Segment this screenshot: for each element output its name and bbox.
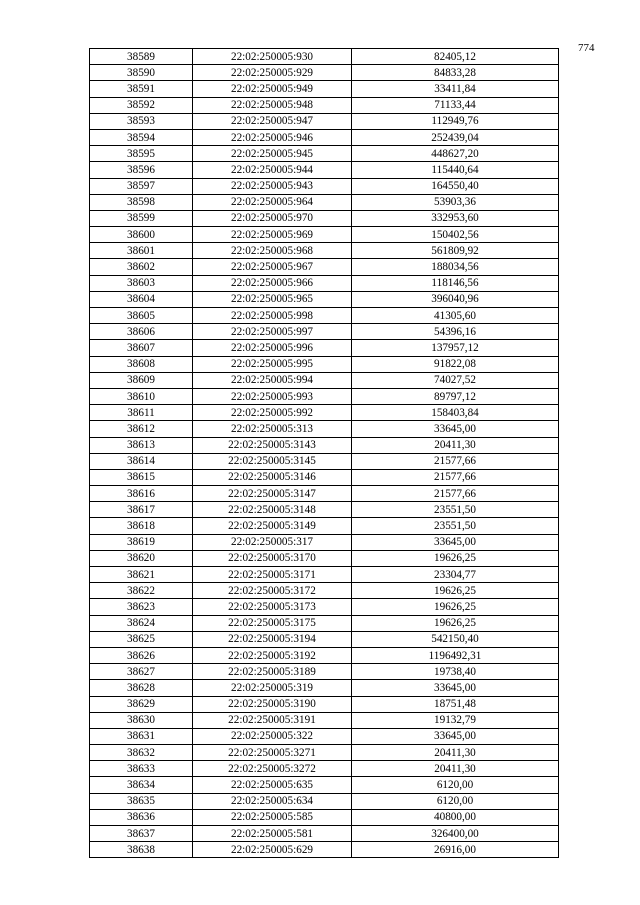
table-row bbox=[90, 809, 559, 825]
table-row bbox=[90, 534, 559, 550]
table-row bbox=[90, 81, 559, 97]
row-number-cell: 38627 bbox=[90, 664, 193, 680]
table-row bbox=[90, 129, 559, 145]
cadastral-number-cell: 22:02:250005:967 bbox=[193, 259, 352, 275]
cadastral-number-cell: 22:02:250005:3149 bbox=[193, 518, 352, 534]
value-cell: 71133,44 bbox=[352, 97, 559, 113]
cadastral-number-cell: 22:02:250005:996 bbox=[193, 340, 352, 356]
cadastral-number-cell: 22:02:250005:3173 bbox=[193, 599, 352, 615]
cadastral-number-cell: 22:02:250005:581 bbox=[193, 826, 352, 842]
row-number-cell: 38602 bbox=[90, 259, 193, 275]
row-number-cell: 38623 bbox=[90, 599, 193, 615]
value-cell: 89797,12 bbox=[352, 388, 559, 404]
table-row bbox=[90, 615, 559, 631]
cadastral-number-cell: 22:02:250005:3170 bbox=[193, 550, 352, 566]
row-number-cell: 38636 bbox=[90, 809, 193, 825]
registry-table-body bbox=[90, 49, 559, 858]
cadastral-number-cell: 22:02:250005:966 bbox=[193, 275, 352, 291]
value-cell: 6120,00 bbox=[352, 777, 559, 793]
row-number-cell: 38592 bbox=[90, 97, 193, 113]
row-number-cell: 38622 bbox=[90, 583, 193, 599]
row-number-cell: 38597 bbox=[90, 178, 193, 194]
row-number-cell: 38599 bbox=[90, 210, 193, 226]
row-number-cell: 38635 bbox=[90, 793, 193, 809]
cadastral-number-cell: 22:02:250005:3190 bbox=[193, 696, 352, 712]
table-row bbox=[90, 486, 559, 502]
table-row bbox=[90, 712, 559, 728]
cadastral-number-cell: 22:02:250005:585 bbox=[193, 809, 352, 825]
table-row bbox=[90, 372, 559, 388]
table-row bbox=[90, 243, 559, 259]
table-row bbox=[90, 146, 559, 162]
row-number-cell: 38614 bbox=[90, 453, 193, 469]
cadastral-number-cell: 22:02:250005:634 bbox=[193, 793, 352, 809]
row-number-cell: 38629 bbox=[90, 696, 193, 712]
page-number: 774 bbox=[578, 42, 595, 54]
cadastral-number-cell: 22:02:250005:943 bbox=[193, 178, 352, 194]
table-row bbox=[90, 308, 559, 324]
value-cell: 23551,50 bbox=[352, 518, 559, 534]
row-number-cell: 38605 bbox=[90, 308, 193, 324]
row-number-cell: 38625 bbox=[90, 631, 193, 647]
row-number-cell: 38607 bbox=[90, 340, 193, 356]
cadastral-number-cell: 22:02:250005:970 bbox=[193, 210, 352, 226]
value-cell: 19626,25 bbox=[352, 583, 559, 599]
table-row bbox=[90, 356, 559, 372]
cadastral-number-cell: 22:02:250005:3172 bbox=[193, 583, 352, 599]
cadastral-number-cell: 22:02:250005:313 bbox=[193, 421, 352, 437]
value-cell: 33645,00 bbox=[352, 680, 559, 696]
row-number-cell: 38601 bbox=[90, 243, 193, 259]
table-row bbox=[90, 469, 559, 485]
cadastral-number-cell: 22:02:250005:3272 bbox=[193, 761, 352, 777]
value-cell: 252439,04 bbox=[352, 129, 559, 145]
cadastral-number-cell: 22:02:250005:3143 bbox=[193, 437, 352, 453]
value-cell: 158403,84 bbox=[352, 405, 559, 421]
row-number-cell: 38603 bbox=[90, 275, 193, 291]
value-cell: 112949,76 bbox=[352, 113, 559, 129]
table-row bbox=[90, 453, 559, 469]
table-row bbox=[90, 113, 559, 129]
value-cell: 19626,25 bbox=[352, 550, 559, 566]
cadastral-number-cell: 22:02:250005:969 bbox=[193, 227, 352, 243]
row-number-cell: 38620 bbox=[90, 550, 193, 566]
value-cell: 188034,56 bbox=[352, 259, 559, 275]
table-row bbox=[90, 502, 559, 518]
row-number-cell: 38593 bbox=[90, 113, 193, 129]
row-number-cell: 38634 bbox=[90, 777, 193, 793]
table-row bbox=[90, 49, 559, 65]
table-row bbox=[90, 518, 559, 534]
cadastral-number-cell: 22:02:250005:949 bbox=[193, 81, 352, 97]
table-row bbox=[90, 227, 559, 243]
table-row bbox=[90, 745, 559, 761]
table-row bbox=[90, 162, 559, 178]
value-cell: 21577,66 bbox=[352, 453, 559, 469]
value-cell: 332953,60 bbox=[352, 210, 559, 226]
table-row bbox=[90, 178, 559, 194]
table-row bbox=[90, 826, 559, 842]
value-cell: 20411,30 bbox=[352, 437, 559, 453]
value-cell: 19626,25 bbox=[352, 599, 559, 615]
cadastral-number-cell: 22:02:250005:3194 bbox=[193, 631, 352, 647]
value-cell: 74027,52 bbox=[352, 372, 559, 388]
value-cell: 20411,30 bbox=[352, 761, 559, 777]
value-cell: 542150,40 bbox=[352, 631, 559, 647]
row-number-cell: 38637 bbox=[90, 826, 193, 842]
value-cell: 33645,00 bbox=[352, 534, 559, 550]
cadastral-number-cell: 22:02:250005:322 bbox=[193, 728, 352, 744]
table-row bbox=[90, 259, 559, 275]
row-number-cell: 38604 bbox=[90, 291, 193, 307]
value-cell: 18751,48 bbox=[352, 696, 559, 712]
cadastral-number-cell: 22:02:250005:629 bbox=[193, 842, 352, 858]
value-cell: 40800,00 bbox=[352, 809, 559, 825]
cadastral-number-cell: 22:02:250005:319 bbox=[193, 680, 352, 696]
row-number-cell: 38589 bbox=[90, 49, 193, 65]
row-number-cell: 38606 bbox=[90, 324, 193, 340]
cadastral-number-cell: 22:02:250005:965 bbox=[193, 291, 352, 307]
row-number-cell: 38611 bbox=[90, 405, 193, 421]
row-number-cell: 38624 bbox=[90, 615, 193, 631]
value-cell: 23551,50 bbox=[352, 502, 559, 518]
value-cell: 19738,40 bbox=[352, 664, 559, 680]
cadastral-number-cell: 22:02:250005:3145 bbox=[193, 453, 352, 469]
row-number-cell: 38600 bbox=[90, 227, 193, 243]
cadastral-number-cell: 22:02:250005:995 bbox=[193, 356, 352, 372]
row-number-cell: 38612 bbox=[90, 421, 193, 437]
table-row bbox=[90, 405, 559, 421]
cadastral-number-cell: 22:02:250005:3146 bbox=[193, 469, 352, 485]
value-cell: 91822,08 bbox=[352, 356, 559, 372]
value-cell: 53903,36 bbox=[352, 194, 559, 210]
cadastral-number-cell: 22:02:250005:948 bbox=[193, 97, 352, 113]
table-row bbox=[90, 550, 559, 566]
row-number-cell: 38613 bbox=[90, 437, 193, 453]
value-cell: 396040,96 bbox=[352, 291, 559, 307]
table-row bbox=[90, 761, 559, 777]
cadastral-number-cell: 22:02:250005:3189 bbox=[193, 664, 352, 680]
cadastral-number-cell: 22:02:250005:992 bbox=[193, 405, 352, 421]
cadastral-number-cell: 22:02:250005:964 bbox=[193, 194, 352, 210]
table-row bbox=[90, 437, 559, 453]
cadastral-number-cell: 22:02:250005:968 bbox=[193, 243, 352, 259]
table-row bbox=[90, 696, 559, 712]
value-cell: 150402,56 bbox=[352, 227, 559, 243]
cadastral-number-cell: 22:02:250005:317 bbox=[193, 534, 352, 550]
cadastral-number-cell: 22:02:250005:3192 bbox=[193, 647, 352, 663]
row-number-cell: 38626 bbox=[90, 647, 193, 663]
value-cell: 20411,30 bbox=[352, 745, 559, 761]
cadastral-number-cell: 22:02:250005:3148 bbox=[193, 502, 352, 518]
value-cell: 448627,20 bbox=[352, 146, 559, 162]
value-cell: 19626,25 bbox=[352, 615, 559, 631]
row-number-cell: 38598 bbox=[90, 194, 193, 210]
value-cell: 21577,66 bbox=[352, 486, 559, 502]
table-row bbox=[90, 388, 559, 404]
table-row bbox=[90, 97, 559, 113]
table-row bbox=[90, 567, 559, 583]
value-cell: 137957,12 bbox=[352, 340, 559, 356]
row-number-cell: 38591 bbox=[90, 81, 193, 97]
row-number-cell: 38617 bbox=[90, 502, 193, 518]
row-number-cell: 38628 bbox=[90, 680, 193, 696]
table-row bbox=[90, 324, 559, 340]
cadastral-number-cell: 22:02:250005:3175 bbox=[193, 615, 352, 631]
cadastral-number-cell: 22:02:250005:929 bbox=[193, 65, 352, 81]
value-cell: 23304,77 bbox=[352, 567, 559, 583]
row-number-cell: 38596 bbox=[90, 162, 193, 178]
value-cell: 115440,64 bbox=[352, 162, 559, 178]
value-cell: 41305,60 bbox=[352, 308, 559, 324]
cadastral-number-cell: 22:02:250005:998 bbox=[193, 308, 352, 324]
table-row bbox=[90, 777, 559, 793]
table-row bbox=[90, 65, 559, 81]
table-row bbox=[90, 793, 559, 809]
table-row bbox=[90, 599, 559, 615]
row-number-cell: 38595 bbox=[90, 146, 193, 162]
table-row bbox=[90, 842, 559, 858]
row-number-cell: 38632 bbox=[90, 745, 193, 761]
row-number-cell: 38618 bbox=[90, 518, 193, 534]
row-number-cell: 38630 bbox=[90, 712, 193, 728]
value-cell: 1196492,31 bbox=[352, 647, 559, 663]
value-cell: 6120,00 bbox=[352, 793, 559, 809]
table-row bbox=[90, 421, 559, 437]
row-number-cell: 38594 bbox=[90, 129, 193, 145]
row-number-cell: 38609 bbox=[90, 372, 193, 388]
cadastral-number-cell: 22:02:250005:946 bbox=[193, 129, 352, 145]
value-cell: 26916,00 bbox=[352, 842, 559, 858]
cadastral-number-cell: 22:02:250005:945 bbox=[193, 146, 352, 162]
value-cell: 33645,00 bbox=[352, 728, 559, 744]
table-row bbox=[90, 210, 559, 226]
value-cell: 84833,28 bbox=[352, 65, 559, 81]
value-cell: 561809,92 bbox=[352, 243, 559, 259]
cadastral-number-cell: 22:02:250005:3171 bbox=[193, 567, 352, 583]
table-row bbox=[90, 680, 559, 696]
row-number-cell: 38621 bbox=[90, 567, 193, 583]
value-cell: 82405,12 bbox=[352, 49, 559, 65]
cadastral-number-cell: 22:02:250005:944 bbox=[193, 162, 352, 178]
row-number-cell: 38633 bbox=[90, 761, 193, 777]
cadastral-number-cell: 22:02:250005:993 bbox=[193, 388, 352, 404]
row-number-cell: 38619 bbox=[90, 534, 193, 550]
value-cell: 54396,16 bbox=[352, 324, 559, 340]
registry-table bbox=[89, 48, 559, 858]
cadastral-number-cell: 22:02:250005:994 bbox=[193, 372, 352, 388]
row-number-cell: 38590 bbox=[90, 65, 193, 81]
value-cell: 118146,56 bbox=[352, 275, 559, 291]
row-number-cell: 38616 bbox=[90, 486, 193, 502]
value-cell: 33645,00 bbox=[352, 421, 559, 437]
row-number-cell: 38631 bbox=[90, 728, 193, 744]
row-number-cell: 38610 bbox=[90, 388, 193, 404]
table-row bbox=[90, 664, 559, 680]
table-row bbox=[90, 194, 559, 210]
cadastral-number-cell: 22:02:250005:997 bbox=[193, 324, 352, 340]
table-row bbox=[90, 583, 559, 599]
value-cell: 21577,66 bbox=[352, 469, 559, 485]
cadastral-number-cell: 22:02:250005:635 bbox=[193, 777, 352, 793]
cadastral-number-cell: 22:02:250005:947 bbox=[193, 113, 352, 129]
value-cell: 19132,79 bbox=[352, 712, 559, 728]
row-number-cell: 38615 bbox=[90, 469, 193, 485]
table-row bbox=[90, 647, 559, 663]
value-cell: 33411,84 bbox=[352, 81, 559, 97]
table-row bbox=[90, 291, 559, 307]
row-number-cell: 38608 bbox=[90, 356, 193, 372]
table-row bbox=[90, 275, 559, 291]
table-row bbox=[90, 631, 559, 647]
cadastral-number-cell: 22:02:250005:3147 bbox=[193, 486, 352, 502]
value-cell: 326400,00 bbox=[352, 826, 559, 842]
value-cell: 164550,40 bbox=[352, 178, 559, 194]
cadastral-number-cell: 22:02:250005:3271 bbox=[193, 745, 352, 761]
cadastral-number-cell: 22:02:250005:3191 bbox=[193, 712, 352, 728]
table-row bbox=[90, 728, 559, 744]
table-row bbox=[90, 340, 559, 356]
row-number-cell: 38638 bbox=[90, 842, 193, 858]
cadastral-number-cell: 22:02:250005:930 bbox=[193, 49, 352, 65]
